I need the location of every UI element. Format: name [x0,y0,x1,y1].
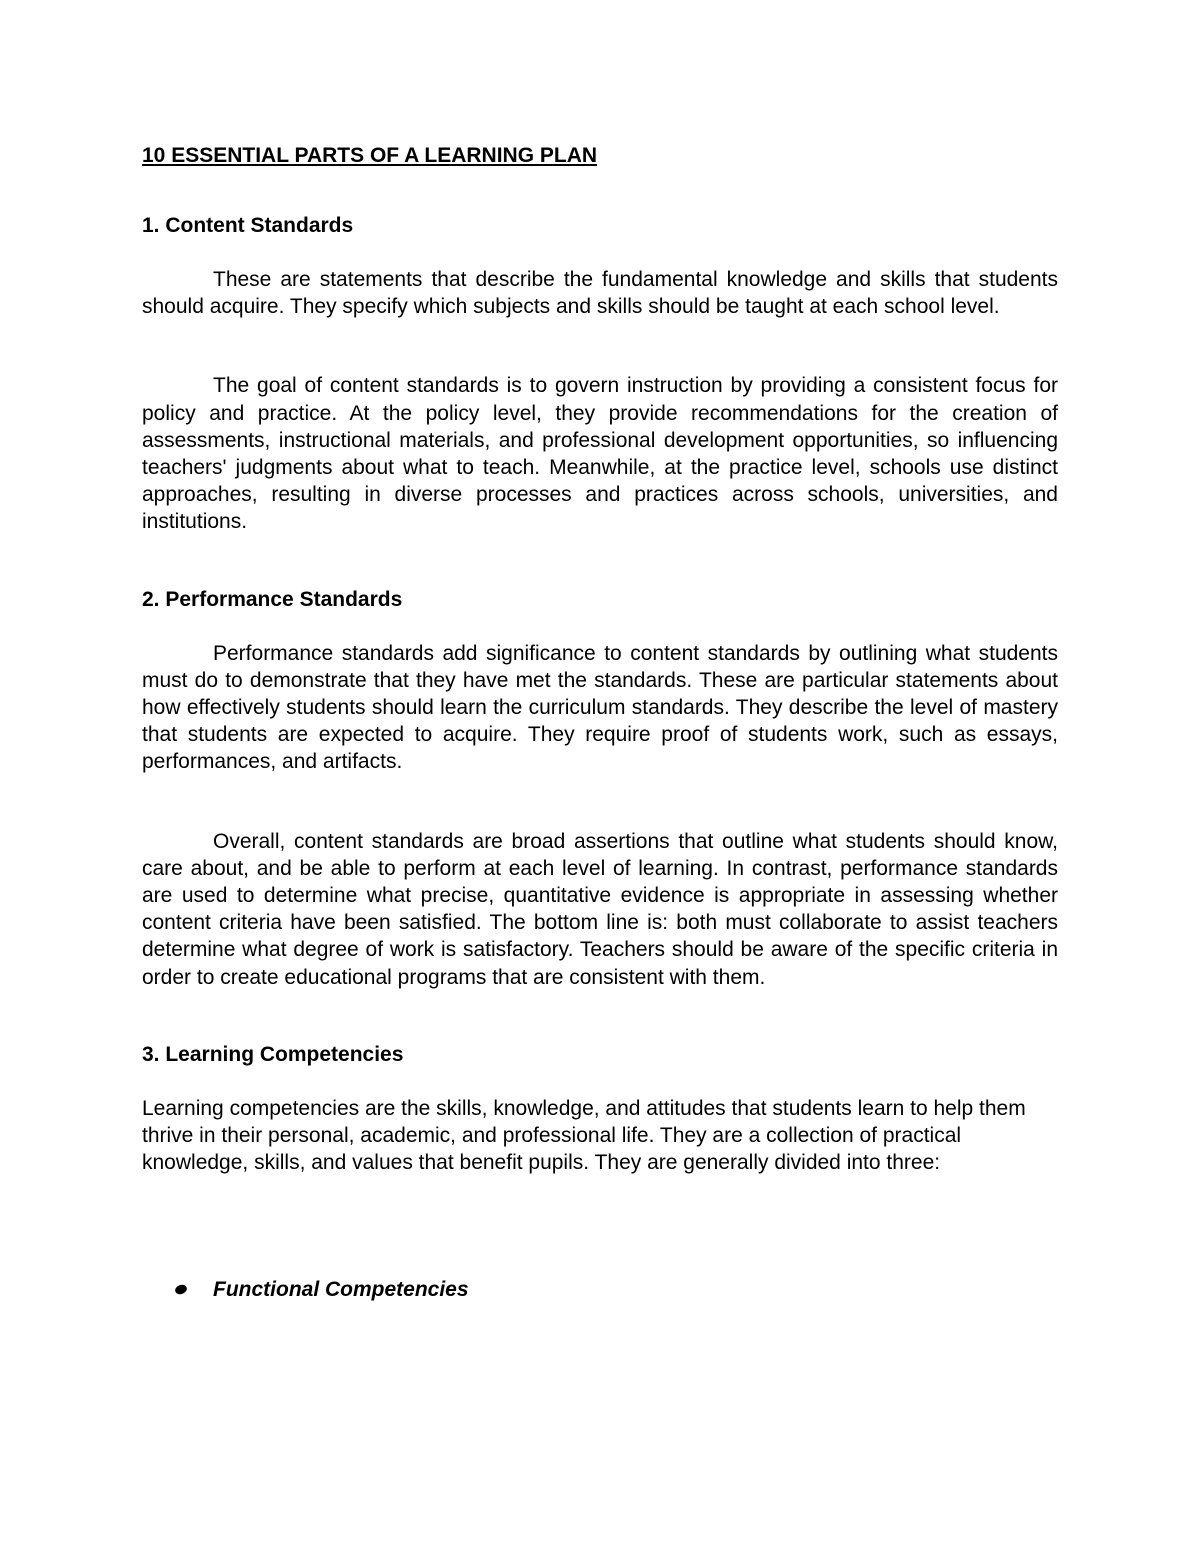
spacer [142,991,1058,1039]
competency-list [142,1274,1058,1306]
paragraph: Learning competencies are the skills, knowledge, and attitudes that students learn to help them thrive in their personal, academic, and professional life. They are a collection of practical knowledge, skills, and values that benefit pupils. They are generally divided into three: [142,1096,1026,1175]
section-heading-learning-competencies: 3. Learning Competencies [142,1042,404,1066]
spacer [142,776,1058,828]
document-title: 10 ESSENTIAL PARTS OF A LEARNING PLAN [142,144,598,167]
paragraph: These are statements that describe the fundamental knowledge and skills that students should acquire. They specify which subjects and skills should be taught at each school level. [142,268,1058,319]
spacer [142,1228,1058,1274]
document-page [142,140,1058,1306]
paragraph: Performance standards add significance to content standards by outlining what students must do to demonstrate that they have met the standards. These are particular statements about how effectively students should learn the curriculum standards. They describe the level of mastery that students are expected to acquire. They require proof of students work, such as essays, performances, and artifacts. [142,641,1058,774]
list-item-label: Functional Competencies [213,1278,469,1302]
spacer [142,536,1058,584]
section-heading-content-standards: 1. Content Standards [142,214,354,237]
paragraph: Overall, content standards are broad assertions that outline what students should know, care about, and be able to perform at each level of learning. In contrast, performance standards are used to determine what precise, quantitative evidence is appropriate in assessing whether content criteria have been satisfied. The bottom line is: both must collaborate to assist teachers determine what degree of work is satisfactory. Teachers should be aware of the specific criteria in order to create educational programs that are consistent with them. [142,829,1058,989]
section-heading-performance-standards: 2. Performance Standards [142,587,403,611]
spacer [142,320,1058,372]
list-item [142,1274,1058,1306]
paragraph: The goal of content standards is to govern instruction by providing a consistent focus for policy and practice. At the policy level, they provide recommendations for the creation of assessments, instructional materials, and professional development opportunities, so influencing teachers' judgments about what to teach. Meanwhile, at the practice level, schools use distinct approaches, resulting in diverse processes and practices across schools, universities, and institutions. [142,374,1058,534]
spacer [142,1176,1058,1228]
bullet-icon [174,1284,188,1297]
